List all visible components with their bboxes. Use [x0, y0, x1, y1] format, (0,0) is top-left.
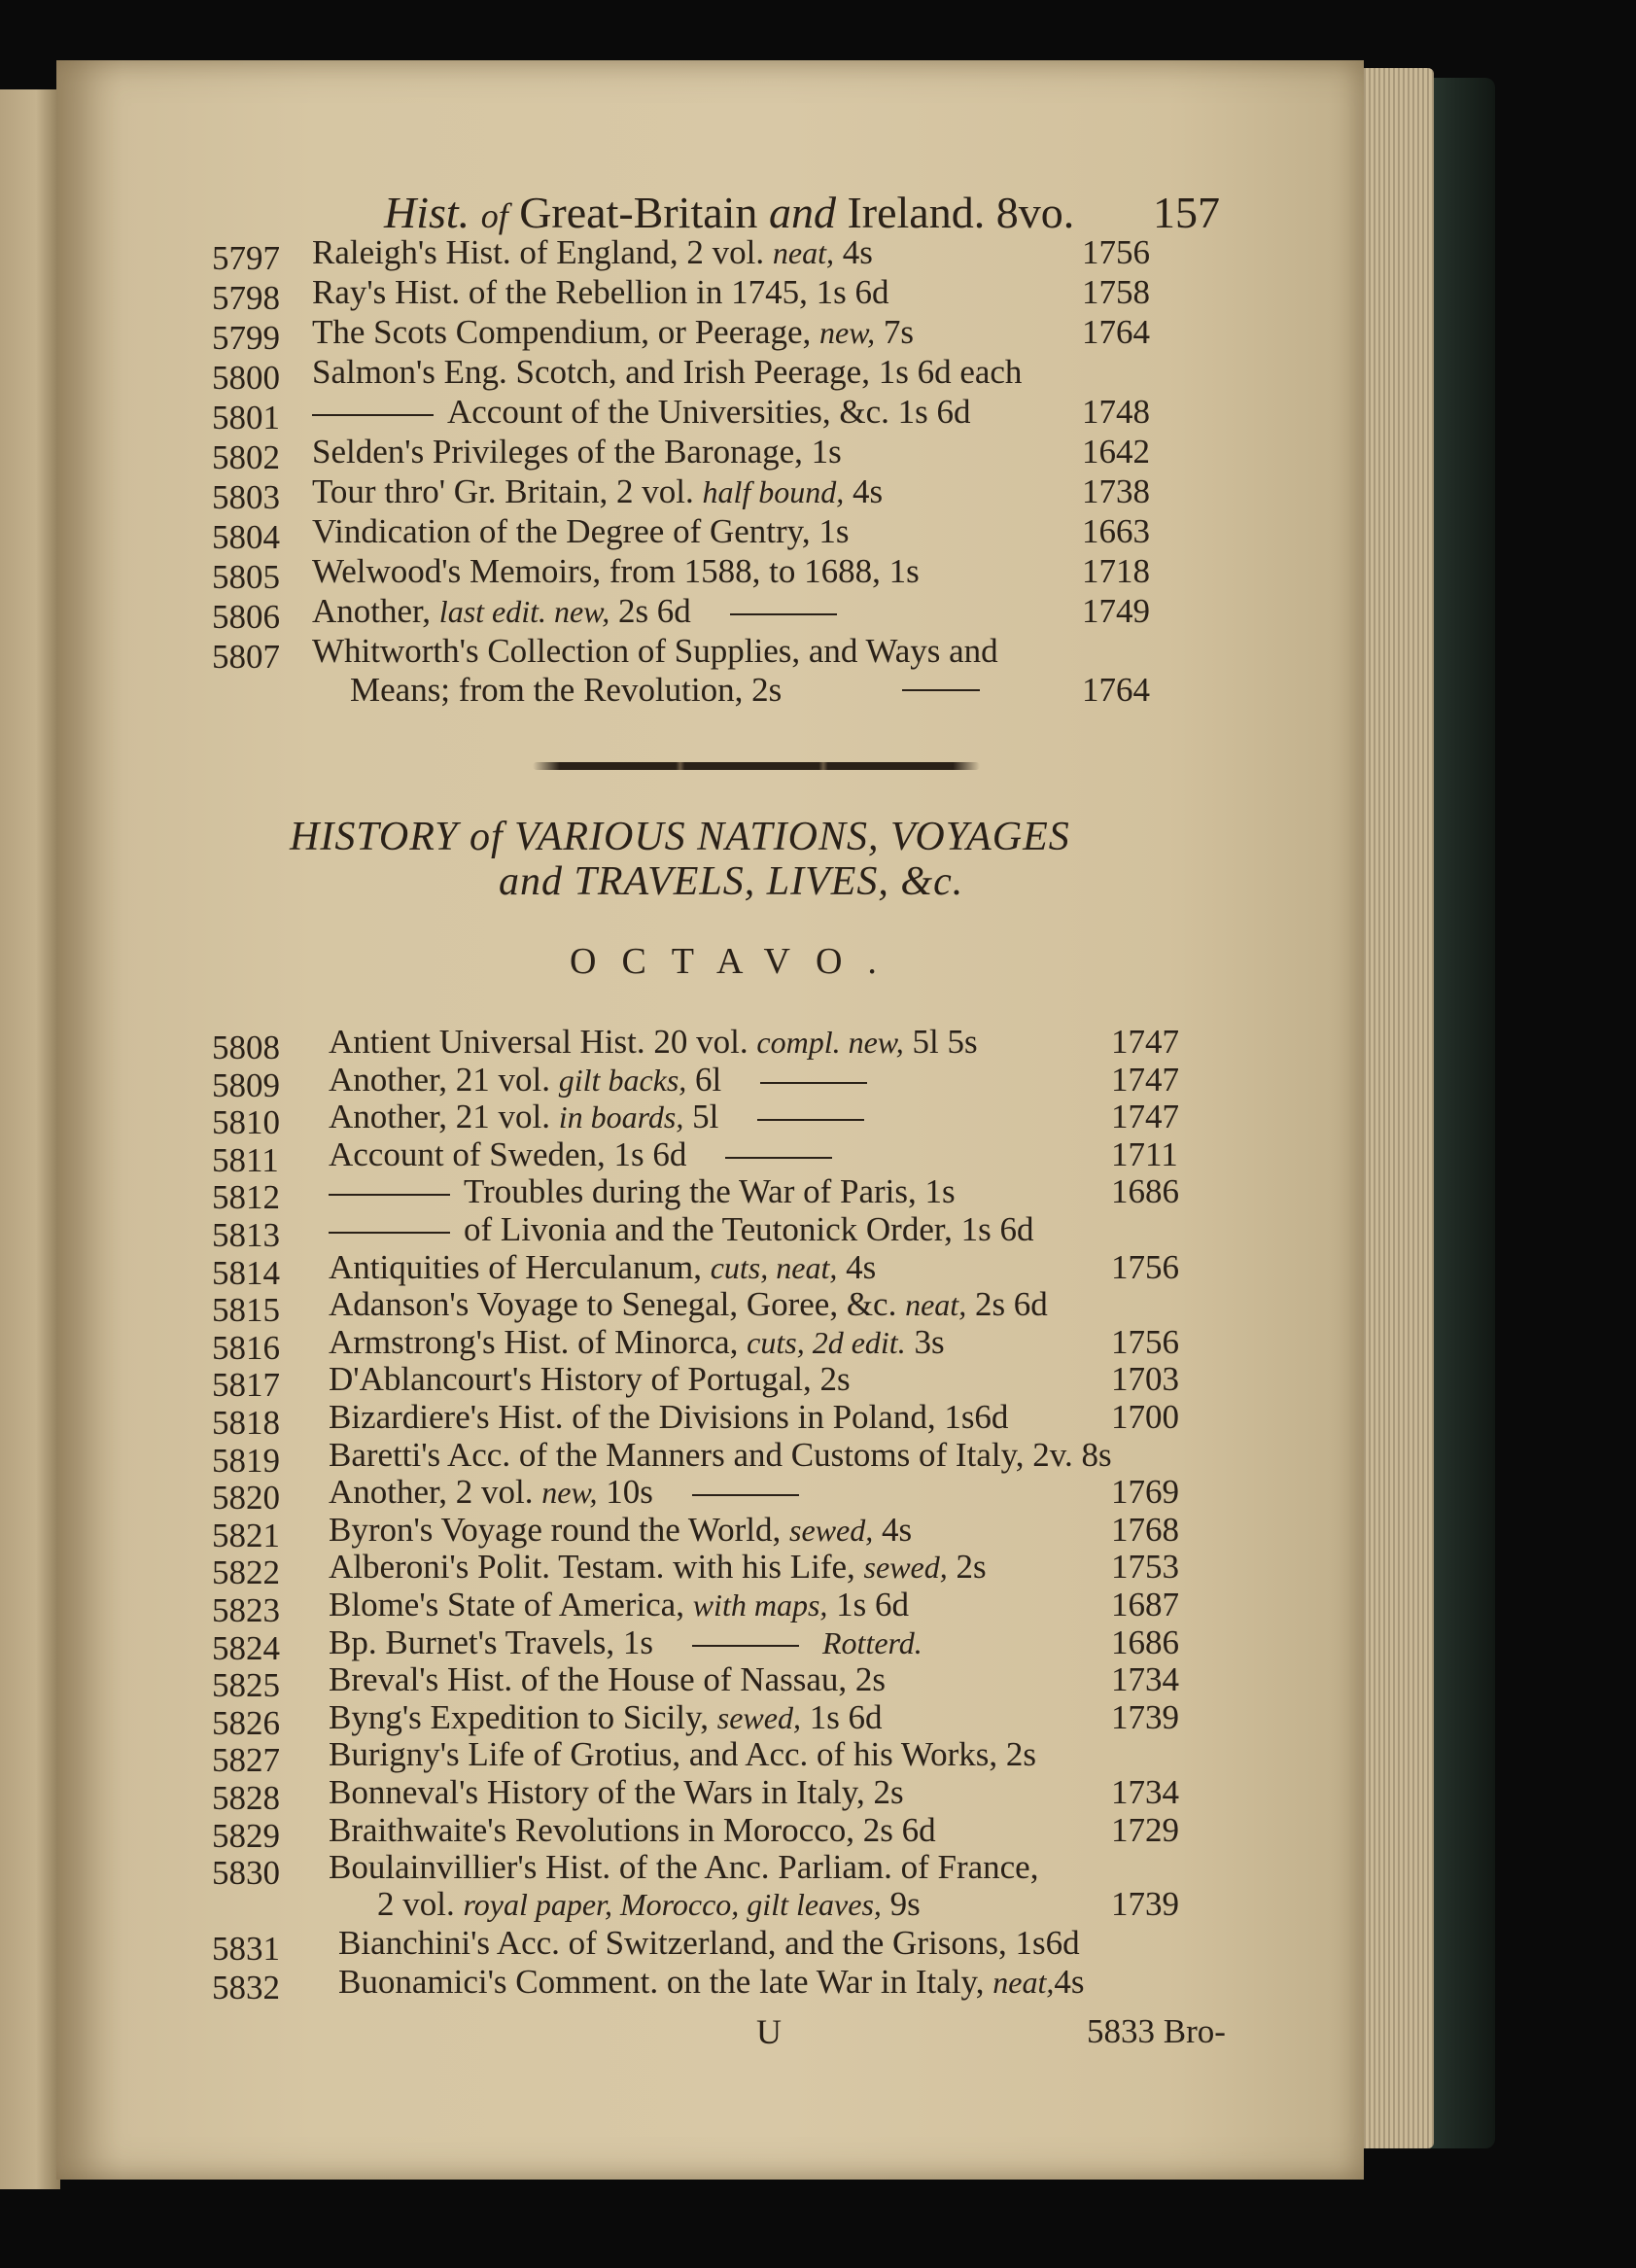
- entry-number: 5821: [212, 1516, 280, 1554]
- entry-italic: neat,: [772, 235, 834, 270]
- catalogue-entry: [56, 1735, 1364, 1780]
- catalogue-entry: [56, 1924, 1364, 1968]
- entry-body: [312, 592, 837, 631]
- entry-year: 1663: [1082, 512, 1150, 550]
- entry-number: 5806: [212, 598, 280, 636]
- entry-text: 2 vol.: [377, 1885, 464, 1923]
- catalogue-entry: [56, 1963, 1364, 2006]
- entry-body: [312, 472, 883, 511]
- entry-text: Vindication of the Degree of Gentry, 1s: [312, 512, 850, 550]
- entry-body: [338, 1963, 1084, 2002]
- entry-text: Another,: [312, 592, 439, 630]
- entry-year: 1747: [1111, 1060, 1179, 1099]
- entry-after: 2s 6d: [609, 592, 691, 630]
- entry-body: [329, 1323, 945, 1362]
- entry-body: [312, 233, 873, 272]
- signature-mark: U: [756, 2012, 782, 2051]
- entry-year: 1686: [1111, 1622, 1179, 1661]
- page-number: 157: [1153, 188, 1220, 237]
- entry-year: 1718: [1082, 552, 1150, 590]
- ditto-dash: [902, 689, 980, 691]
- entry-number: 5823: [212, 1591, 280, 1629]
- entry-after: 6l: [686, 1060, 722, 1099]
- ditto-dash: [312, 414, 434, 416]
- entry-body: [329, 1135, 832, 1174]
- entry-year: 1711: [1111, 1134, 1178, 1173]
- entry-after: 10s: [597, 1473, 653, 1512]
- entry-year: 1700: [1111, 1398, 1179, 1436]
- entry-italic: neat,: [905, 1287, 967, 1323]
- entry-5830-continuation: [56, 1885, 1364, 1924]
- catalogue-entry: [56, 1023, 1364, 1066]
- catalogue-entry: [56, 273, 1364, 317]
- catalogue-entry: [56, 1622, 1364, 1667]
- entry-text: Raleigh's Hist. of England, 2 vol.: [312, 233, 773, 271]
- catalogue-entry: [56, 1435, 1364, 1480]
- header-title-rest: Ireland. 8vo.: [847, 188, 1075, 237]
- entry-body: [312, 353, 1022, 392]
- entry-text: Whitworth's Collection of Supplies, and Ways and: [312, 632, 998, 670]
- entry-italic: cuts, 2d edit.: [747, 1324, 906, 1360]
- entry-number: 5814: [212, 1253, 280, 1292]
- catalogue-entry: [56, 552, 1364, 596]
- entry-text: D'Ablancourt's History of Portugal, 2s: [329, 1360, 851, 1399]
- catalogue-entry: [56, 1210, 1364, 1254]
- entry-text: Byron's Voyage round the World,: [329, 1510, 790, 1549]
- catalogue-entry: [56, 1548, 1364, 1592]
- entry-body: [329, 1811, 936, 1850]
- entry-number: 5820: [212, 1479, 280, 1518]
- entry-text: Another, 21 vol.: [329, 1060, 559, 1099]
- catalogue-entry: [56, 1773, 1364, 1817]
- entry-number: 5812: [212, 1178, 280, 1217]
- catalogue-entry: [56, 353, 1364, 397]
- entry-number: 5807: [212, 638, 280, 676]
- entry-year: 1729: [1111, 1810, 1179, 1849]
- catalogue-entry: [56, 512, 1364, 556]
- catalogue-entry: [56, 1660, 1364, 1705]
- entry-text: Adanson's Voyage to Senegal, Goree, &c.: [329, 1285, 906, 1324]
- entry-year: 1703: [1111, 1360, 1179, 1399]
- entry-number: 5822: [212, 1553, 280, 1592]
- catalogue-entry: [56, 592, 1364, 636]
- entry-after: 1s 6d: [827, 1586, 910, 1623]
- entry-body: [329, 1735, 1036, 1774]
- catalogue-entry: [56, 393, 1364, 436]
- entry-year: 1734: [1111, 1660, 1179, 1699]
- entry-text: Another, 21 vol.: [329, 1098, 559, 1136]
- entry-year: 1738: [1082, 472, 1150, 510]
- entry-body: [329, 1172, 956, 1211]
- ditto-dash: [757, 1119, 864, 1121]
- entry-after: 5l 5s: [903, 1023, 978, 1061]
- entry-body: [329, 1023, 978, 1062]
- entry-text: Account of the Universities, &c. 1s 6d: [447, 393, 971, 431]
- entry-body: [312, 512, 850, 551]
- entry-body: [329, 1098, 864, 1136]
- left-facing-page: [0, 89, 60, 2189]
- entry-after: 4s: [873, 1510, 913, 1549]
- entry-text: Blome's State of America,: [329, 1586, 693, 1623]
- entry-year: 1764: [1082, 671, 1150, 709]
- entry-number: 5800: [212, 359, 280, 397]
- entry-italic: last edit. new,: [438, 594, 610, 629]
- entry-year: 1768: [1111, 1510, 1179, 1549]
- entry-5807-continuation: [56, 671, 1364, 710]
- catalogue-entry: [56, 1398, 1364, 1442]
- entry-year: 1734: [1111, 1773, 1179, 1811]
- entry-number: 5804: [212, 518, 280, 556]
- entry-year: 1748: [1082, 393, 1150, 431]
- entry-body: [312, 273, 889, 312]
- entry-after: 2s 6d: [966, 1285, 1048, 1324]
- entry-text: Salmon's Eng. Scotch, and Irish Peerage, 1s 6d each: [312, 353, 1023, 391]
- ditto-dash: [760, 1082, 867, 1084]
- entry-body: [312, 433, 842, 471]
- section-title-line-2: and TRAVELS, LIVES, &c.: [499, 859, 964, 904]
- entry-place: Rotterd.: [822, 1624, 922, 1660]
- entry-text: Braithwaite's Revolutions in Morocco, 2s 6d: [329, 1810, 936, 1849]
- entry-after: 9s: [881, 1885, 921, 1923]
- entry-number: 5826: [212, 1703, 280, 1742]
- catalogue-page: [56, 60, 1364, 2180]
- entry-body: [329, 1248, 876, 1287]
- entry-body: [329, 1398, 1008, 1437]
- catalogue-entry: [56, 472, 1364, 516]
- ditto-dash: [692, 1645, 799, 1647]
- ditto-dash: [730, 613, 837, 615]
- entry-body: [329, 1848, 1038, 1887]
- entry-italic: in boards,: [558, 1099, 684, 1135]
- entry-body: [312, 552, 920, 591]
- entry-number: 5829: [212, 1816, 280, 1855]
- catalogue-entry: [56, 1848, 1364, 1893]
- entry-body: [312, 632, 998, 671]
- entry-number: 5802: [212, 438, 280, 476]
- entry-after: 3s: [905, 1322, 945, 1361]
- entry-after: 4s: [844, 472, 884, 510]
- catalogue-entry: [56, 1172, 1364, 1217]
- entry-body: [329, 1698, 883, 1737]
- entry-text: Selden's Privileges of the Baronage, 1s: [312, 433, 842, 471]
- catalogue-entry: [56, 1586, 1364, 1629]
- entry-number: 5797: [212, 239, 280, 277]
- entry-text: Tour thro' Gr. Britain, 2 vol.: [312, 472, 703, 510]
- entry-italic: half bound,: [702, 474, 845, 509]
- entry-text: Means; from the Revolution, 2s: [350, 671, 783, 709]
- entry-text: Burigny's Life of Grotius, and Acc. of his Works, 2s: [329, 1735, 1037, 1774]
- entry-year: 1739: [1111, 1885, 1179, 1923]
- entry-number: 5827: [212, 1741, 280, 1780]
- entry-italic: compl. new,: [756, 1025, 904, 1060]
- header-title-and: and: [768, 188, 836, 237]
- entry-number: 5813: [212, 1216, 280, 1254]
- entry-year: 1747: [1111, 1098, 1179, 1136]
- entry-year: 1687: [1111, 1586, 1179, 1623]
- entry-number: 5818: [212, 1404, 280, 1442]
- entry-number: 5817: [212, 1366, 280, 1405]
- header-title-main: Great-Britain: [519, 188, 758, 237]
- catalogue-entry: [56, 1247, 1364, 1292]
- catalogue-entry: [56, 1810, 1364, 1855]
- catalogue-entry: [56, 632, 1364, 676]
- entry-body: [329, 1773, 904, 1812]
- entry-number: 5828: [212, 1779, 280, 1817]
- header-title-italic: Hist.: [384, 188, 470, 237]
- catalogue-entry: [56, 433, 1364, 476]
- catalogue-entry: [56, 1697, 1364, 1742]
- entry-italic: sewed,: [789, 1512, 874, 1548]
- entry-number: 5819: [212, 1441, 280, 1480]
- ditto-dash: [329, 1194, 450, 1196]
- entry-text: Armstrong's Hist. of Minorca,: [329, 1322, 748, 1361]
- catalogue-entry: [56, 1322, 1364, 1367]
- entry-italic: sewed,: [716, 1699, 801, 1735]
- catalogue-entry: [56, 1134, 1364, 1179]
- entry-year: 1749: [1082, 592, 1150, 630]
- entry-body: [329, 1061, 867, 1099]
- catalogue-entry: [56, 1510, 1364, 1554]
- catalogue-entry: [56, 1285, 1364, 1330]
- entry-italic: royal paper, Morocco, gilt leaves,: [463, 1887, 882, 1922]
- header-title-of: of: [480, 196, 508, 235]
- entry-number: 5799: [212, 319, 280, 357]
- entry-year: 1756: [1082, 233, 1150, 271]
- entry-text: Account of Sweden, 1s 6d: [329, 1134, 687, 1173]
- catalogue-entry: [56, 1360, 1364, 1405]
- entry-number: 5810: [212, 1103, 280, 1142]
- entry-year: 1686: [1111, 1172, 1179, 1211]
- entry-number: 5815: [212, 1291, 280, 1330]
- catalogue-entry: [56, 1473, 1364, 1518]
- entry-after: 2s: [947, 1548, 987, 1587]
- catalogue-entry: [56, 1060, 1364, 1104]
- catalogue-entry: [56, 1098, 1364, 1142]
- entry-text: Antiquities of Herculanum,: [329, 1247, 711, 1286]
- entry-number: 5809: [212, 1065, 280, 1104]
- entry-number: 5808: [212, 1029, 280, 1066]
- entry-body: [329, 1511, 912, 1550]
- entry-number: 5805: [212, 558, 280, 596]
- entry-text: Bianchini's Acc. of Switzerland, and the Grisons, 1s6d: [338, 1924, 1080, 1962]
- entry-text: Bizardiere's Hist. of the Divisions in Poland, 1s6d: [329, 1398, 1009, 1436]
- entry-body: [338, 1924, 1080, 1963]
- entry-year: 1756: [1111, 1322, 1179, 1361]
- entry-italic: new,: [818, 315, 876, 350]
- entry-text: Bonneval's History of the Wars in Italy, 2s: [329, 1773, 904, 1811]
- entry-body: [329, 1360, 851, 1399]
- entry-number: 5831: [212, 1930, 280, 1968]
- entry-number: 5798: [212, 279, 280, 317]
- ditto-dash: [725, 1157, 832, 1159]
- entry-after: 4s: [837, 1247, 877, 1286]
- catchword: 5833 Bro-: [1087, 2012, 1226, 2050]
- entry-italic: neat,: [992, 1965, 1055, 2000]
- entry-text: of Livonia and the Teutonick Order, 1s 6d: [464, 1210, 1034, 1248]
- entry-body: [329, 1473, 799, 1512]
- entry-italic: sewed,: [863, 1550, 948, 1586]
- entry-number: 5811: [212, 1140, 279, 1179]
- entry-year: 1756: [1111, 1247, 1179, 1286]
- entry-year: 1747: [1111, 1023, 1179, 1061]
- entry-italic: new,: [541, 1475, 598, 1511]
- entry-after: 7s: [875, 313, 915, 351]
- entry-italic: gilt backs,: [558, 1062, 687, 1098]
- entry-italic: with maps,: [692, 1588, 828, 1622]
- header-title: [384, 187, 1074, 238]
- entry-body: [329, 1210, 1033, 1249]
- entry-body: [312, 393, 971, 432]
- entry-year: 1642: [1082, 433, 1150, 471]
- entry-number: 5825: [212, 1666, 280, 1705]
- entry-text: The Scots Compendium, or Peerage,: [312, 313, 819, 351]
- entry-text: Troubles during the War of Paris, 1s: [464, 1172, 956, 1211]
- entry-after: 1s 6d: [800, 1697, 883, 1736]
- entry-text: Antient Universal Hist. 20 vol.: [329, 1023, 757, 1061]
- ornamental-rule: [533, 762, 980, 770]
- entry-text: Byng's Expedition to Sicily,: [329, 1697, 717, 1736]
- entry-body: [329, 1436, 1112, 1475]
- entry-body: [329, 1623, 922, 1662]
- entry-text: Another, 2 vol.: [329, 1473, 542, 1512]
- ditto-dash: [692, 1494, 799, 1496]
- entry-body: [329, 1285, 1048, 1324]
- entry-text: Bp. Burnet's Travels, 1s: [329, 1622, 653, 1661]
- entry-year: 1769: [1111, 1473, 1179, 1512]
- entry-body: [329, 1586, 909, 1624]
- entry-text: Buonamici's Comment. on the late War in Italy,: [338, 1963, 993, 2001]
- catalogue-entry: [56, 313, 1364, 357]
- catalogue-entry: [56, 233, 1364, 277]
- entry-text: Welwood's Memoirs, from 1588, to 1688, 1s: [312, 552, 920, 590]
- entry-body: [312, 313, 914, 352]
- entry-italic: cuts, neat,: [710, 1249, 838, 1285]
- entry-text: Boulainvillier's Hist. of the Anc. Parliam. of France,: [329, 1848, 1039, 1887]
- entry-year: 1758: [1082, 273, 1150, 311]
- entry-body: [329, 1660, 886, 1699]
- entry-number: 5832: [212, 1969, 280, 2006]
- entry-text: Breval's Hist. of the House of Nassau, 2s: [329, 1660, 887, 1699]
- entry-after: 4s: [834, 233, 873, 271]
- entry-year: 1739: [1111, 1697, 1179, 1736]
- entry-year: 1764: [1082, 313, 1150, 351]
- entry-after: 4s: [1054, 1963, 1085, 2001]
- entry-year: 1753: [1111, 1548, 1179, 1587]
- format-heading: OCTAVO.: [570, 941, 902, 982]
- entry-text: Baretti's Acc. of the Manners and Customs of Italy, 2v. 8s: [329, 1435, 1112, 1474]
- section-title-line-1: HISTORY of VARIOUS NATIONS, VOYAGES: [290, 815, 1070, 859]
- entry-number: 5801: [212, 399, 280, 436]
- entry-number: 5803: [212, 478, 280, 516]
- entry-after: 5l: [683, 1098, 719, 1136]
- ditto-dash: [329, 1232, 450, 1234]
- entry-text: Alberoni's Polit. Testam. with his Life,: [329, 1548, 864, 1587]
- entry-number: 5816: [212, 1328, 280, 1367]
- entry-number: 5830: [212, 1854, 280, 1893]
- entry-number: 5824: [212, 1628, 280, 1667]
- entry-text: Ray's Hist. of the Rebellion in 1745, 1s 6d: [312, 273, 889, 311]
- entry-body: [329, 1548, 987, 1587]
